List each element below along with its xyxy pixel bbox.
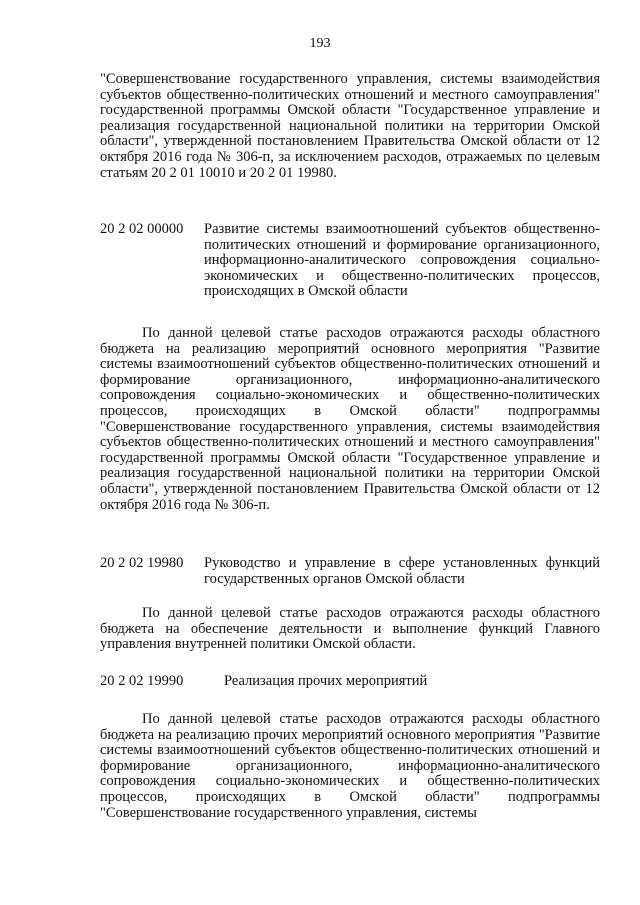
section-paragraph-1 [100,326,600,513]
section-heading-3 [100,674,600,690]
page-number: 193 [309,36,331,51]
section-text: По данной целевой статье расходов отражаются расходы областного бюджета на реализацию прочих мероприятий основного мероприятия "Развитие системы взаимоотношений субъектов общественно-политических отношений и формирование организационного, информационно-аналитического сопровождения социально-экономических и общественно-политических процессов, происходящих в Омской области" подпрограммы "Совершенствование государственного управления, системы [100,711,600,821]
section-heading-2 [100,556,600,587]
section-title: Развитие системы взаимоотношений субъектов общественно-политических отношений и формирование организационного, информационно-аналитического сопровождения социально-экономических и общественно-политических процессов, происходящих в Омской области [204,221,600,300]
section-code: 20 2 02 00000 [100,221,184,237]
section-code: 20 2 02 19980 [100,555,184,571]
section-text: По данной целевой статье расходов отражаются расходы областного бюджета на реализацию мероприятий основного мероприятия "Развитие системы взаимоотношений субъектов общественно-политических отношений и формирование организационного, информационно-аналитического сопровождения социально-экономических и общественно-политических процессов, происходящих в Омской области" подпрограммы "Совершенствование государственного управления, системы взаимодействия субъектов общественно-политических отношений и местного самоуправления" государственной программы Омской области "Государственное управление и реализация государственной национальной политики на территории Омской области", утвержденной постановлением Правительства Омской области от 12 октября 2016 года № 306-п. [100,325,600,513]
intro-paragraph [100,72,600,181]
section-paragraph-3 [100,712,600,821]
section-heading-1 [100,222,600,300]
section-code: 20 2 02 19990 [100,673,184,689]
section-text: По данной целевой статье расходов отражаются расходы областного бюджета на обеспечение деятельности и выполнение функций Главного управления внутренней политики Омской области. [100,605,600,653]
section-title: Реализация прочих мероприятий [224,673,428,689]
section-paragraph-2 [100,606,600,653]
section-title: Руководство и управление в сфере установленных функций государственных органов Омской области [204,555,600,587]
intro-paragraph-text: "Совершенствование государственного управления, системы взаимодействия субъектов общественно-политических отношений и местного самоуправления" государственной программы Омской области "Государственное управление и реализация государственной национальной политики на территории Омской области", утвержденной постановлением Правительства Омской области от 12 октября 2016 года № 306-п, за исключением расходов, отражаемых по целевым статьям 20 2 01 10010 и 20 2 01 19980. [100,71,600,181]
